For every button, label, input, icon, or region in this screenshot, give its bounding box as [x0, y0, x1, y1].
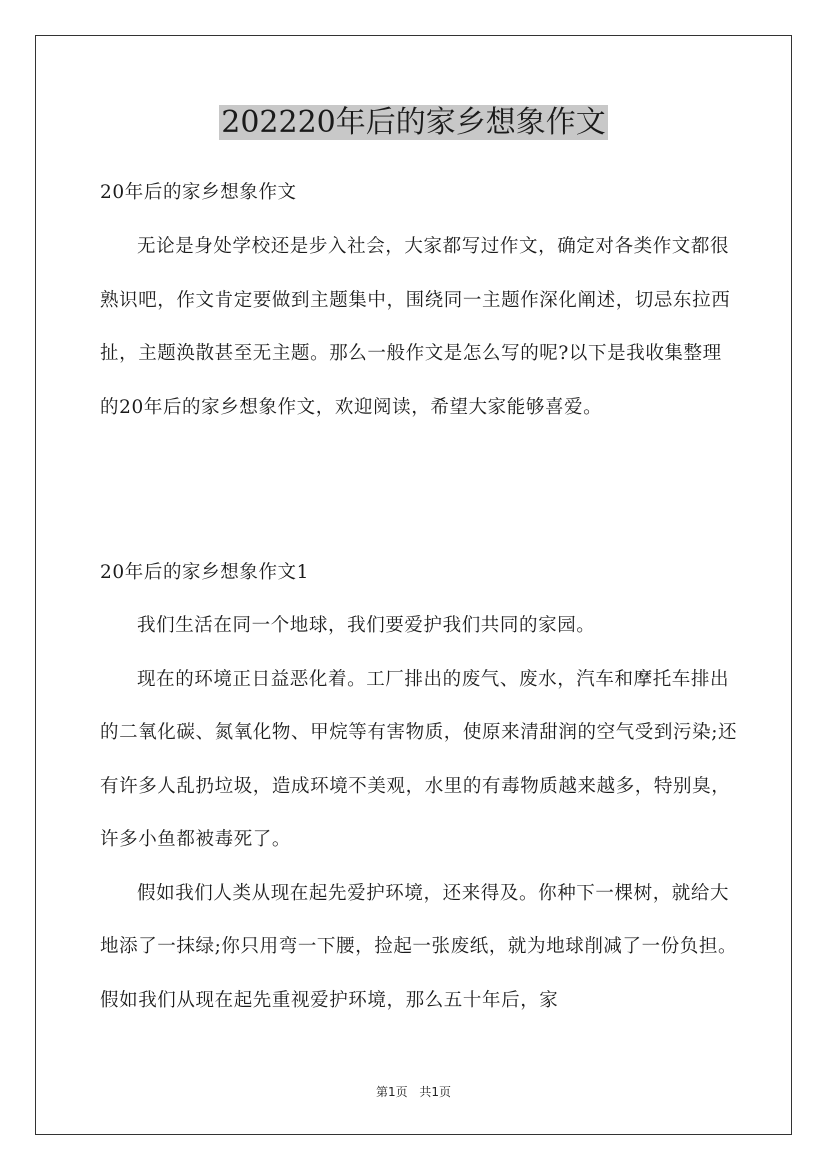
- page-number: 第1页: [375, 1085, 408, 1099]
- section-intro-body: [100, 220, 740, 434]
- section-intro: [100, 180, 740, 206]
- paragraph: 现在的环境正日益恶化着。工厂排出的废气、废水，汽车和摩托车排出的二氧化碳、氮氧化物、甲烷等有害物质，使原来清甜润的空气受到污染;还有许多人乱扔垃圾，造成环境不美观，水里的有毒物质越来越多，特别臭，许多小鱼都被毒死了。: [100, 668, 738, 850]
- section-essay-1: [100, 560, 740, 586]
- section-heading: 20年后的家乡想象作文1: [100, 562, 310, 583]
- section-essay-1-body: [100, 599, 740, 1027]
- page-footer: [0, 1083, 827, 1100]
- paragraph: 无论是身处学校还是步入社会，大家都写过作文，确定对各类作文都很熟识吧，作文肯定要做到主题集中，围绕同一主题作深化阐述，切忌东拉西扯，主题涣散甚至无主题。那么一般作文是怎么写的呢?以下是我收集整理的20年后的家乡想象作文，欢迎阅读，希望大家能够喜爱。: [100, 236, 731, 418]
- paragraph: 我们生活在同一个地球，我们要爱护我们共同的家园。: [137, 615, 596, 636]
- section-heading: 20年后的家乡想象作文: [100, 182, 297, 203]
- page-count: 共1页: [419, 1085, 452, 1099]
- document-title-text: 202220年后的家乡想象作文: [221, 105, 606, 140]
- paragraph: 假如我们人类从现在起先爱护环境，还来得及。你种下一棵树，就给大地添了一抹绿;你只用弯一下腰，捡起一张废纸，就为地球削减了一份负担。假如我们从现在起先重视爱护环境，那么五十年后，家: [100, 882, 738, 1011]
- document-title: [0, 100, 827, 146]
